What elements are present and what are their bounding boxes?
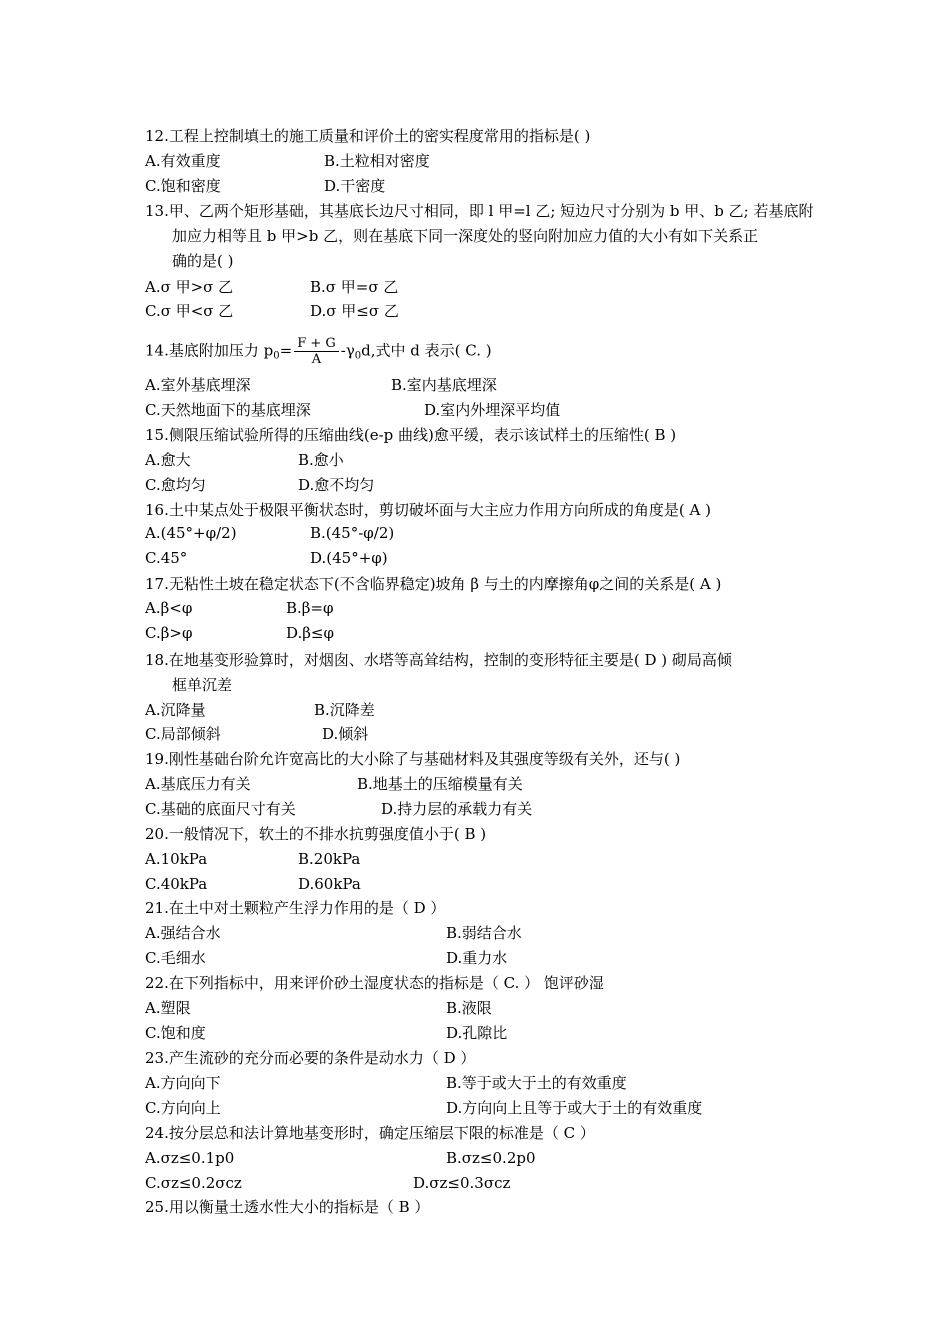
option-b: B.地基土的压缩模量有关 (357, 775, 523, 793)
option-d: D.持力层的承载力有关 (381, 800, 533, 818)
question-19-stem: 19.刚性基础台阶允许宽高比的大小除了与基础材料及其强度等级有关外，还与( ) (145, 750, 681, 768)
question-13-stem-line3: 确的是( ) (172, 252, 234, 270)
option-c: C.40kPa (145, 875, 208, 893)
question-15-options-row1 (145, 450, 344, 470)
option-d: D.愈不均匀 (298, 476, 375, 494)
question-19-options-row1 (145, 774, 523, 794)
question-25-stem: 25.用以衡量土透水性大小的指标是（ B ） (145, 1198, 430, 1216)
option-c: C.基础的底面尺寸有关 (145, 800, 296, 818)
option-c: C.毛细水 (145, 949, 206, 967)
option-d: D.孔隙比 (446, 1024, 508, 1042)
option-a: A.(45°+φ/2) (145, 524, 237, 542)
question-14-options-row2 (145, 400, 561, 420)
option-c: C.方向向上 (145, 1099, 221, 1117)
option-a: A.沉降量 (145, 701, 206, 719)
option-b: B.室内基底埋深 (391, 376, 497, 394)
question-21-options-row1 (145, 923, 522, 943)
option-a: A.室外基底埋深 (145, 376, 251, 394)
option-c: C.饱和密度 (145, 177, 221, 195)
option-d: D.室内外埋深平均值 (424, 401, 561, 419)
question-16-options-row1 (145, 523, 395, 543)
question-14-stem: 14.基底附加压力 $p_0=$ $\frac{F + G}{A}$ $-\gamma_0d$,式中 d 表示( C. ) (145, 336, 492, 367)
option-b: B.20kPa (298, 850, 361, 868)
question-22-options-row2 (145, 1023, 508, 1043)
question-15-stem: 15.侧限压缩试验所得的压缩曲线(e-p 曲线)愈平缓，表示该试样土的压缩性( B ) (145, 426, 677, 444)
question-18-options-row2 (145, 724, 369, 744)
option-c: C.愈均匀 (145, 476, 206, 494)
question-20-options-row2 (145, 874, 361, 894)
question-14-options-row1 (145, 375, 497, 395)
option-b: B.(45°-φ/2) (310, 524, 395, 542)
option-a: A.愈大 (145, 451, 191, 469)
question-21-stem: 21.在土中对土颗粒产生浮力作用的是（ D ） (145, 899, 446, 917)
option-c: C.β>φ (145, 624, 193, 642)
question-18-stem-line1: 18.在地基变形验算时，对烟囱、水塔等高耸结构，控制的变形特征主要是( D ) 砌局高倾 (145, 651, 732, 669)
option-d: D.σz≤0.3σcz (413, 1174, 511, 1192)
option-c: C.σz≤0.2σcz (145, 1174, 242, 1192)
option-d: D.(45°+φ) (310, 549, 388, 567)
question-19-options-row2 (145, 799, 533, 819)
option-b: B.愈小 (298, 451, 344, 469)
question-22-stem: 22.在下列指标中，用来评价砂土湿度状态的指标是（ C. ） 饱评砂湿 (145, 974, 604, 992)
option-a: A.基底压力有关 (145, 775, 251, 793)
question-12-options-row1 (145, 151, 430, 171)
question-12-options-row2 (145, 176, 386, 196)
option-d: D.重力水 (446, 949, 508, 967)
question-16-stem: 16.土中某点处于极限平衡状态时，剪切破坏面与大主应力作用方向所成的角度是( A ) (145, 501, 711, 519)
question-24-options-row2 (145, 1173, 511, 1193)
option-b: B.等于或大于土的有效重度 (446, 1074, 627, 1092)
question-17-options-row1 (145, 598, 334, 618)
question-13-options-row1 (145, 277, 399, 297)
option-d: D.干密度 (324, 177, 386, 195)
option-c: C.σ 甲<σ 乙 (145, 302, 234, 320)
question-13-options-row2 (145, 301, 399, 321)
option-a: A.强结合水 (145, 924, 221, 942)
question-12-stem: 12.工程上控制填土的施工质量和评价土的密实程度常用的指标是( ) (145, 127, 591, 145)
question-20-stem: 20.一般情况下，软土的不排水抗剪强度值小于( B ) (145, 825, 487, 843)
option-a: A.σ 甲>σ 乙 (145, 278, 234, 296)
formula-fraction: $\frac{F + G}{A}$ (294, 336, 339, 367)
option-a: A.有效重度 (145, 152, 221, 170)
option-c: C.45° (145, 549, 188, 567)
option-c: C.天然地面下的基底埋深 (145, 401, 311, 419)
option-d: D.60kPa (298, 875, 361, 893)
option-b: B.σ 甲=σ 乙 (310, 278, 399, 296)
question-18-stem-line2: 框单沉差 (172, 676, 233, 694)
option-b: B.σz≤0.2p0 (446, 1149, 536, 1167)
option-a: A.10kPa (145, 850, 208, 868)
option-d: D.β≤φ (286, 624, 335, 642)
question-23-options-row2 (145, 1098, 703, 1118)
option-b: B.液限 (446, 999, 492, 1017)
question-20-options-row1 (145, 849, 361, 869)
option-d: D.σ 甲≤σ 乙 (310, 302, 399, 320)
option-b: B.β=φ (286, 599, 334, 617)
question-23-options-row1 (145, 1073, 627, 1093)
question-21-options-row2 (145, 948, 508, 968)
option-c: C.饱和度 (145, 1024, 206, 1042)
question-23-stem: 23.产生流砂的充分而必要的条件是动水力（ D ） (145, 1049, 476, 1067)
question-13-stem-line1: 13.甲、乙两个矩形基础，其基底长边尺寸相同，即 l 甲=l 乙; 短边尺寸分别为 b 甲、b 乙; 若基底附 (145, 202, 814, 220)
option-b: B.弱结合水 (446, 924, 522, 942)
question-24-options-row1 (145, 1148, 536, 1168)
question-24-stem: 24.按分层总和法计算地基变形时，确定压缩层下限的标准是（ C ） (145, 1124, 595, 1142)
question-17-stem: 17.无粘性土坡在稳定状态下(不含临界稳定)坡角 β 与土的内摩擦角φ之间的关系是( A ) (145, 575, 722, 593)
option-d: D.方向向上且等于或大于土的有效重度 (446, 1099, 703, 1117)
option-a: A.β<φ (145, 599, 193, 617)
question-22-options-row1 (145, 998, 492, 1018)
question-17-options-row2 (145, 623, 335, 643)
option-b: B.土粒相对密度 (324, 152, 430, 170)
option-a: A.塑限 (145, 999, 191, 1017)
option-a: A.方向向下 (145, 1074, 221, 1092)
option-d: D.倾斜 (322, 725, 369, 743)
question-13-stem-line2: 加应力相等且 b 甲>b 乙，则在基底下同一深度处的竖向附加应力值的大小有如下关系正 (172, 227, 759, 245)
option-a: A.σz≤0.1p0 (145, 1149, 235, 1167)
option-c: C.局部倾斜 (145, 725, 221, 743)
question-16-options-row2 (145, 548, 388, 568)
question-15-options-row2 (145, 475, 375, 495)
question-18-options-row1 (145, 700, 375, 720)
option-b: B.沉降差 (314, 701, 375, 719)
